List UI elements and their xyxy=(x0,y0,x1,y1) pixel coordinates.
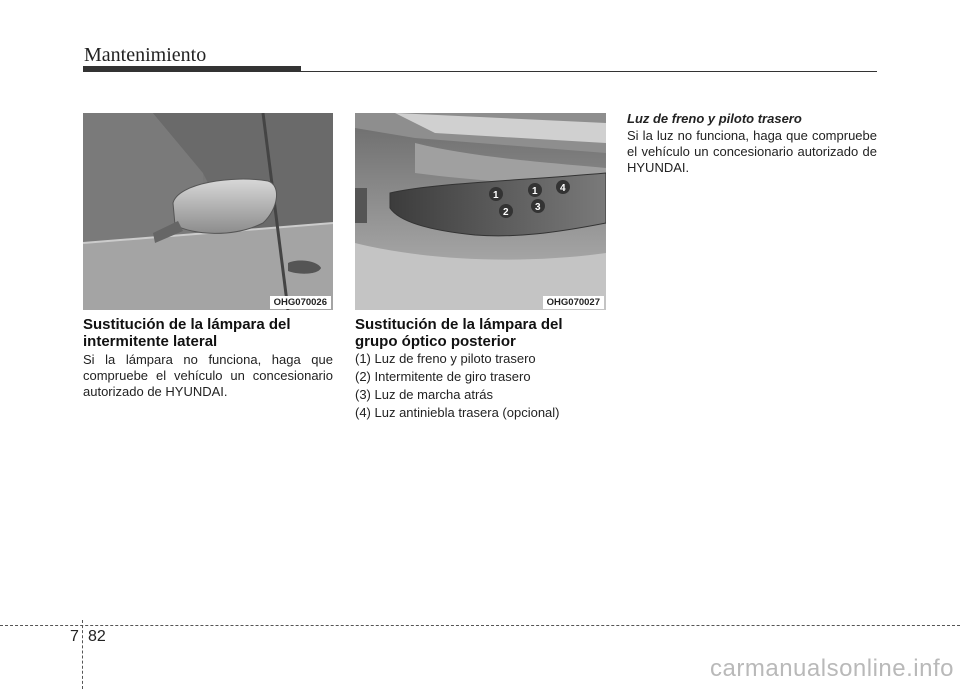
marker-2: 2 xyxy=(503,207,509,218)
marker-3: 3 xyxy=(535,202,541,213)
page-number: 82 xyxy=(88,628,106,645)
rear-lamp-illustration xyxy=(355,113,606,310)
marker-4: 4 xyxy=(560,183,566,194)
header-rule xyxy=(301,71,877,72)
footer-dashed-rule xyxy=(0,625,960,626)
brake-light-subheading: Luz de freno y piloto trasero xyxy=(627,111,802,126)
rear-lamp-heading: Sustitución de la lámpara del grupo óptico posterior xyxy=(355,316,563,350)
header-bar xyxy=(83,66,301,72)
chapter-number: 7 xyxy=(70,628,79,645)
rear-lamp-item-3: (3) Luz de marcha atrás xyxy=(355,387,494,402)
side-mirror-illustration xyxy=(83,113,333,310)
rear-lamp-item-2: (2) Intermitente de giro trasero xyxy=(355,369,531,384)
rear-lamp-list xyxy=(355,350,606,422)
side-lamp-heading: Sustitución de la lámpara del intermitente lateral xyxy=(83,316,291,350)
image-code-label: OHG070027 xyxy=(543,296,604,309)
section-title: Mantenimiento xyxy=(84,44,207,66)
rear-lamp-photo xyxy=(355,113,606,310)
brake-light-body: Si la luz no funciona, haga que compruebe el vehículo un concesionario autorizado de HYUNDAI. xyxy=(627,128,877,175)
watermark: carmanualsonline.info xyxy=(710,655,954,682)
image-code-label: OHG070026 xyxy=(270,296,331,309)
rear-lamp-item-1: (1) Luz de freno y piloto trasero xyxy=(355,351,536,366)
rear-lamp-item-4: (4) Luz antiniebla trasera (opcional) xyxy=(355,405,560,420)
marker-1a: 1 xyxy=(493,190,499,201)
side-mirror-photo xyxy=(83,113,333,310)
footer-vertical-rule xyxy=(82,620,83,689)
marker-1b: 1 xyxy=(532,186,538,197)
side-lamp-body: Si la lámpara no funciona, haga que compruebe el vehículo un concesionario autorizado de HYUNDAI. xyxy=(83,352,333,399)
